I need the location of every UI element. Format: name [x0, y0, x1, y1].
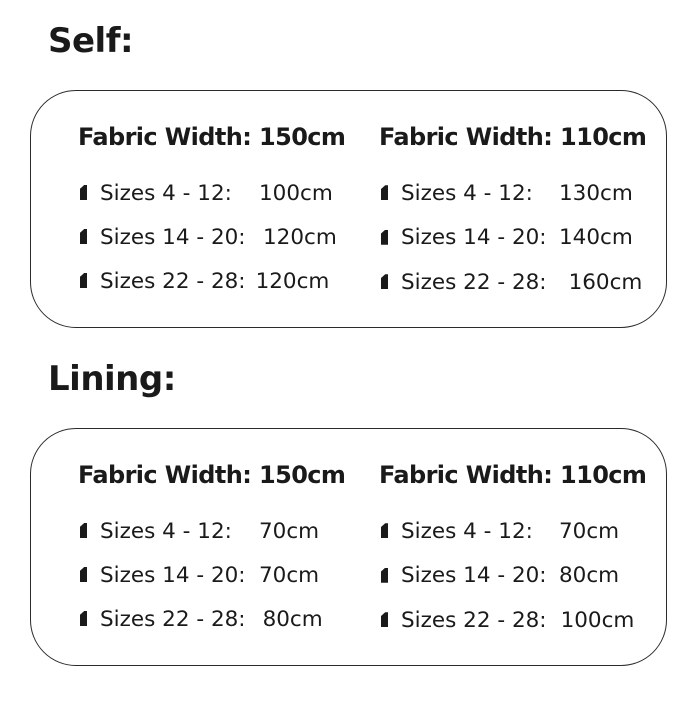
fabric-amount: 70cm — [259, 562, 320, 588]
fabric-column-110 — [379, 125, 646, 305]
fabric-width-heading: Fabric Width: 150cm — [78, 123, 346, 151]
fabric-amount: 70cm — [259, 518, 320, 544]
fabric-amount: 80cm — [262, 606, 323, 632]
list-item — [379, 216, 646, 261]
size-range-label: Sizes 4 - 12: — [401, 518, 533, 544]
fabric-amount: 70cm — [559, 518, 620, 544]
list-item — [379, 509, 646, 554]
bullet-icon — [78, 566, 89, 584]
list-item — [78, 597, 345, 641]
bullet-icon — [379, 229, 390, 247]
fabric-amount: 140cm — [559, 225, 633, 251]
size-range-label: Sizes 4 - 12: — [100, 518, 232, 544]
fabric-amount: 160cm — [568, 269, 643, 295]
list-item — [78, 171, 345, 215]
fabric-card-self — [30, 90, 667, 328]
list-item — [78, 215, 345, 259]
fabric-width-heading: Fabric Width: 110cm — [379, 123, 647, 151]
list-item — [78, 509, 345, 553]
fabric-column-150 — [78, 125, 345, 303]
section-title-lining: Lining: — [48, 359, 176, 399]
size-range-label: Sizes 14 - 20: — [100, 562, 246, 588]
fabric-width-heading: Fabric Width: 110cm — [379, 461, 647, 489]
fabric-width-heading: Fabric Width: 150cm — [78, 461, 346, 489]
bullet-icon — [78, 272, 89, 290]
fabric-amount: 120cm — [263, 224, 337, 250]
fabric-card-lining — [30, 428, 667, 666]
size-range-label: Sizes 14 - 20: — [100, 224, 246, 250]
bullet-icon — [379, 184, 390, 202]
bullet-icon — [78, 610, 89, 628]
fabric-amount: 80cm — [559, 563, 620, 589]
bullet-icon — [379, 567, 390, 585]
bullet-icon — [379, 273, 390, 291]
fabric-amount: 100cm — [259, 180, 333, 206]
size-range-label: Sizes 22 - 28: — [401, 269, 547, 295]
list-item — [379, 260, 646, 305]
size-range-label: Sizes 22 - 28: — [100, 268, 246, 294]
list-item — [379, 554, 646, 599]
fabric-amount: 100cm — [560, 607, 635, 633]
fabric-column-150 — [78, 463, 345, 641]
list-item — [379, 171, 646, 216]
fabric-amount: 130cm — [559, 180, 633, 206]
size-range-label: Sizes 4 - 12: — [401, 180, 533, 206]
size-range-label: Sizes 4 - 12: — [100, 180, 232, 206]
size-range-label: Sizes 14 - 20: — [401, 225, 547, 251]
section-title-self: Self: — [48, 21, 134, 61]
bullet-icon — [78, 184, 89, 202]
bullet-icon — [78, 522, 89, 540]
fabric-column-110 — [379, 463, 646, 643]
list-item — [379, 598, 646, 643]
bullet-icon — [379, 522, 390, 540]
bullet-icon — [379, 611, 390, 629]
list-item — [78, 553, 345, 597]
bullet-icon — [78, 228, 89, 246]
list-item — [78, 259, 345, 303]
size-range-label: Sizes 22 - 28: — [100, 606, 246, 632]
size-range-label: Sizes 22 - 28: — [401, 607, 547, 633]
size-range-label: Sizes 14 - 20: — [401, 563, 547, 589]
fabric-amount: 120cm — [255, 268, 330, 294]
